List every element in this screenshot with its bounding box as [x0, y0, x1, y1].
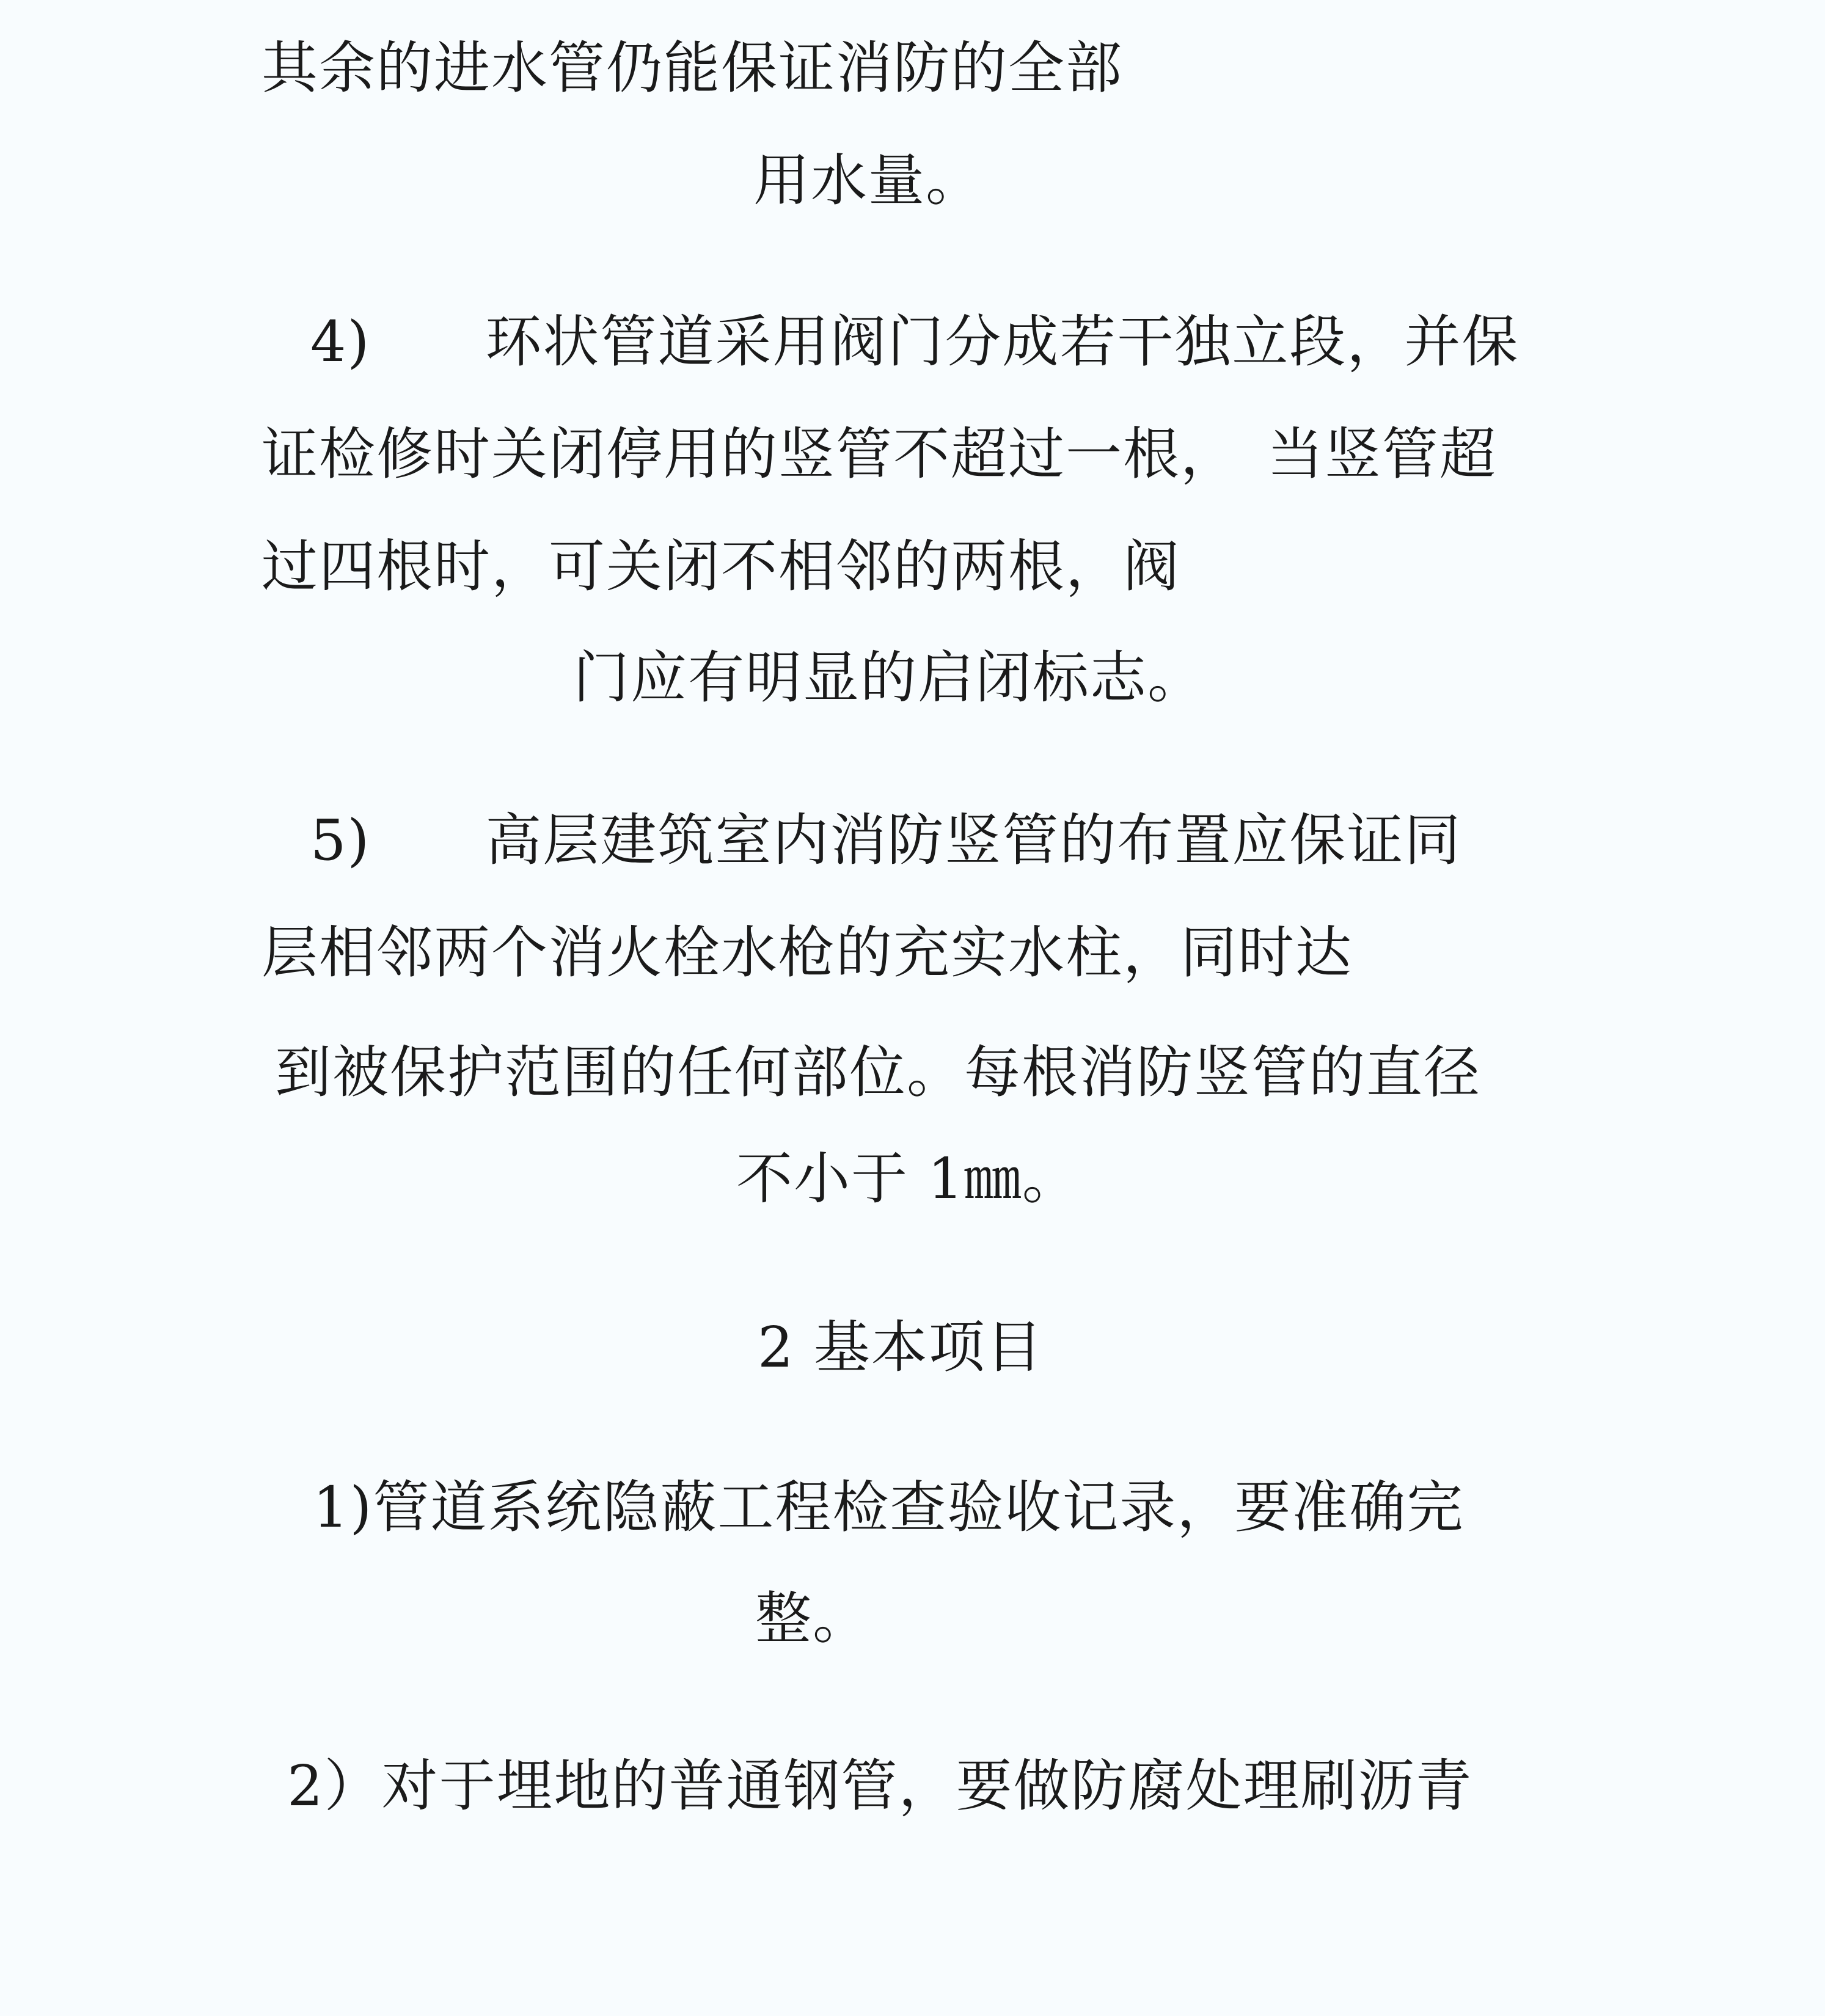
text-line: 过四根时，可关闭不相邻的两根，阀	[261, 534, 1181, 599]
text-line: 5) 高层建筑室内消防竖管的布置应保证同	[310, 808, 1462, 873]
text-line: 用水量。	[753, 148, 984, 213]
text-line: 门应有明显的启闭标志。	[573, 645, 1205, 710]
section-heading: 2 基本项目	[758, 1315, 1044, 1380]
text-line: 1)管道系统隐蔽工程检查验收记录，要准确完	[313, 1475, 1465, 1540]
text-line: 整。	[755, 1586, 871, 1651]
text-line: 4) 环状管道采用阀门分成若干独立段，并保	[310, 309, 1520, 374]
text-line: 其余的进水管仍能保证消防的全部	[261, 35, 1124, 101]
text-line: 证检修时关闭停用的竖管不超过一根， 当竖管超	[261, 422, 1498, 487]
text-line: 层相邻两个消火栓水枪的充实水柱，同时达	[261, 920, 1353, 985]
text-line: 不小于 1㎜。	[736, 1146, 1080, 1211]
text-line: 到被保护范围的任何部位。每根消防竖管的直径	[275, 1040, 1482, 1105]
text-line: 2）对于埋地的普通钢管，要做防腐处理刷沥青	[287, 1753, 1473, 1819]
